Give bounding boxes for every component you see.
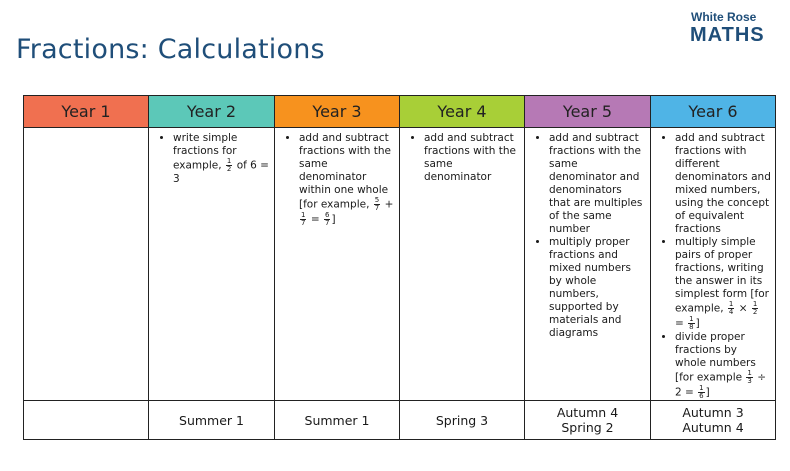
- header-year-6: Year 6: [651, 96, 776, 128]
- fraction: $\frac{6}{7}$: [324, 211, 330, 227]
- term-year-4: Spring 3: [400, 401, 525, 440]
- list-item: • write simple fractions for example, $\frac{1}{2}$ of 6 = 3: [173, 132, 270, 186]
- header-year-5: Year 5: [525, 96, 651, 128]
- white-rose-maths-logo: [690, 10, 782, 46]
- list-item: • add and subtract fractions with the same denominator: [424, 132, 520, 184]
- term-year-3: Summer 1: [275, 401, 400, 440]
- page-title: Fractions: Calculations: [16, 34, 325, 65]
- header-year-1: Year 1: [24, 96, 149, 128]
- objectives-year-6: [651, 128, 776, 401]
- fraction: $\frac{1}{2}$: [226, 157, 232, 173]
- logo-top-text: White Rose: [691, 10, 757, 24]
- term-year-1: [24, 401, 149, 440]
- objectives-year-1: [24, 128, 149, 401]
- fraction: $\frac{1}{4}$: [728, 300, 734, 316]
- curriculum-table: [23, 95, 776, 440]
- fraction: $\frac{1}{7}$: [301, 211, 306, 227]
- objectives-row: [24, 128, 776, 401]
- objectives-year-5: [525, 128, 651, 401]
- header-year-4: Year 4: [400, 96, 525, 128]
- header-year-3: Year 3: [275, 96, 400, 128]
- term-year-2: Summer 1: [149, 401, 275, 440]
- fraction: $\frac{1}{2}$: [752, 300, 758, 316]
- fraction: $\frac{1}{6}$: [699, 384, 704, 400]
- objectives-year-3: [275, 128, 400, 401]
- header-row: [24, 96, 776, 128]
- header-year-2: Year 2: [149, 96, 275, 128]
- list-item: • multiply proper fractions and mixed numbers by whole numbers, supported by materials and diagrams: [549, 236, 646, 340]
- list-item: • add and subtract fractions with different denominators and mixed numbers, using the concept of equivalent fractions: [675, 132, 771, 236]
- logo-bottom-text: MATHS: [690, 24, 765, 46]
- list-item: • divide proper fractions by whole numbers [for example $\frac{1}{3}$ ÷ 2 = $\frac{1}{6}$ ]: [675, 331, 771, 400]
- fraction: $\frac{1}{8}$: [689, 315, 694, 331]
- fraction: $\frac{5}{7}$: [374, 196, 380, 212]
- list-item: • add and subtract fractions with the same denominator and denominators that are multiples of the same number: [549, 132, 646, 236]
- term-row: [24, 401, 776, 440]
- term-year-5: Autumn 4 Spring 2: [525, 401, 651, 440]
- list-item: • add and subtract fractions with the same denominator within one whole [for example, $\frac{5}{7}$ + $\frac{1}{7}$ = $\frac{6}{7}$ ]: [299, 132, 395, 227]
- list-item: • multiply simple pairs of proper fractions, writing the answer in its simplest form [for example, $\frac{1}{4}$ × $\frac{1}{2}$ = $\frac{1}{8}$ ]: [675, 236, 771, 331]
- objectives-year-4: [400, 128, 525, 401]
- fraction: $\frac{1}{3}$: [747, 369, 752, 385]
- term-year-6: Autumn 3 Autumn 4: [651, 401, 776, 440]
- objectives-year-2: [149, 128, 275, 401]
